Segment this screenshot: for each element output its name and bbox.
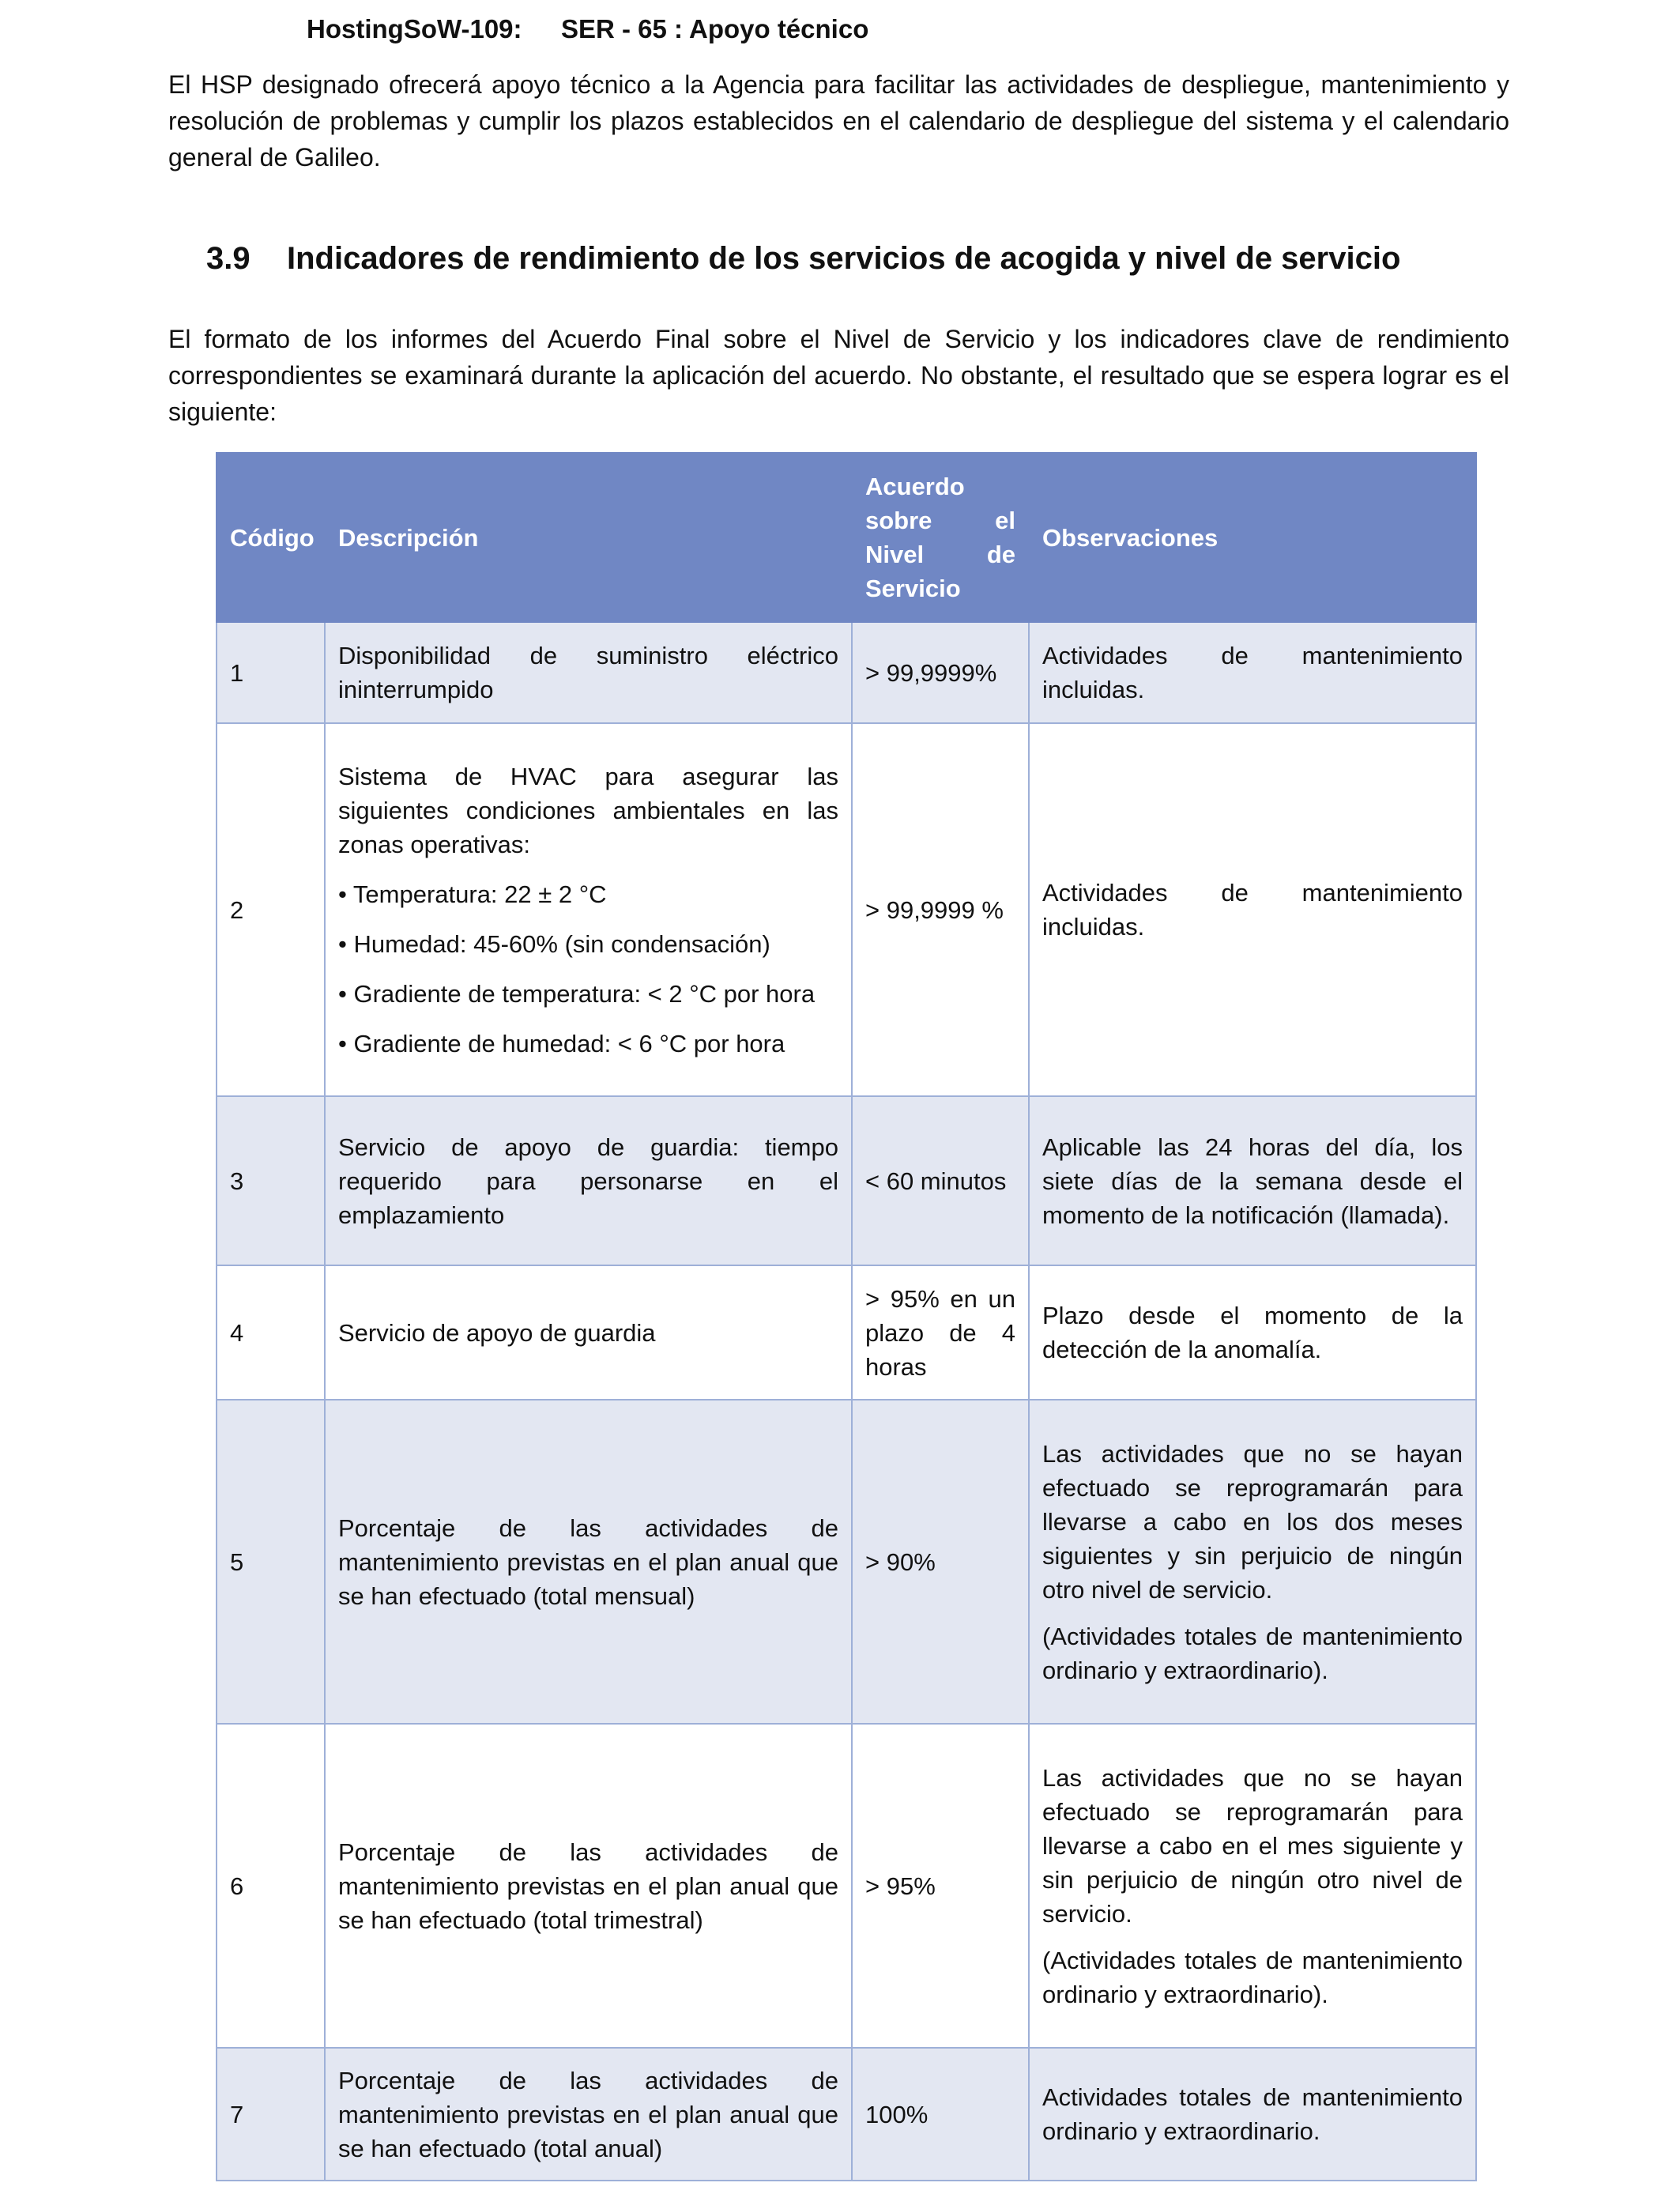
description-text: Servicio de apoyo de guardia: tiempo requerido para personarse en el emplazamiento bbox=[338, 1133, 838, 1229]
table-row bbox=[217, 723, 1476, 1096]
section-number: 3.9 bbox=[206, 241, 250, 276]
cell-sla: < 60 minutos bbox=[852, 1096, 1029, 1265]
cell-observations bbox=[1029, 2048, 1476, 2181]
observation-text: (Actividades totales de mantenimiento ordinario y extraordinario). bbox=[1042, 1622, 1463, 1684]
cell-sla: > 95% en un plazo de 4 horas bbox=[852, 1265, 1029, 1400]
cell-observations bbox=[1029, 1400, 1476, 1724]
header-sla: Acuerdo sobre el Nivel de Servicio bbox=[852, 453, 1029, 622]
sla-table bbox=[216, 452, 1477, 2181]
observation-text: Las actividades que no se hayan efectuado se reprogramarán para llevarse a cabo en el mes siguiente y sin perjuicio de ningún otro nivel de servicio. bbox=[1042, 1763, 1463, 1928]
cell-observations bbox=[1029, 723, 1476, 1096]
cell-sla: > 99,9999% bbox=[852, 622, 1029, 723]
table-row bbox=[217, 1724, 1476, 2048]
cell-description bbox=[325, 1265, 852, 1400]
bullet-item: • Temperatura: 22 ± 2 °C bbox=[338, 880, 607, 908]
requirement-code: HostingSoW-109: bbox=[307, 14, 522, 43]
description-text: Porcentaje de las actividades de mantenimiento previstas en el plan anual que se han efectuado (total anual) bbox=[338, 2066, 838, 2162]
bullet-item: • Humedad: 45-60% (sin condensación) bbox=[338, 929, 770, 958]
observation-text: Actividades totales de mantenimiento ordinario y extraordinario. bbox=[1042, 2083, 1463, 2145]
cell-sla: > 99,9999 % bbox=[852, 723, 1029, 1096]
description-text: Porcentaje de las actividades de mantenimiento previstas en el plan anual que se han efectuado (total mensual) bbox=[338, 1514, 838, 1610]
cell-description bbox=[325, 622, 852, 723]
cell-description bbox=[325, 723, 852, 1096]
observation-text: Actividades de mantenimiento incluidas. bbox=[1042, 642, 1463, 703]
section-heading bbox=[206, 241, 1400, 277]
table-row bbox=[217, 2048, 1476, 2181]
table-row bbox=[217, 1096, 1476, 1265]
cell-sla: > 95% bbox=[852, 1724, 1029, 2048]
cell-observations bbox=[1029, 1096, 1476, 1265]
cell-observations bbox=[1029, 1724, 1476, 2048]
description-text: Disponibilidad de suministro eléctrico ininterrumpido bbox=[338, 642, 838, 703]
cell-description bbox=[325, 1096, 852, 1265]
intro-paragraph: El HSP designado ofrecerá apoyo técnico a la Agencia para facilitar las actividades de despliegue, mantenimiento y resolución de problemas y cumplir los plazos establecidos en el calendario de despliegue del sistema y el calendario general de Galileo. bbox=[168, 70, 1509, 172]
observation-text: Actividades de mantenimiento incluidas. bbox=[1042, 879, 1463, 941]
cell-code: 4 bbox=[217, 1265, 325, 1400]
table-row bbox=[217, 622, 1476, 723]
cell-code: 5 bbox=[217, 1400, 325, 1724]
cell-sla: 100% bbox=[852, 2048, 1029, 2181]
table-header-row bbox=[217, 453, 1476, 622]
description-text: Porcentaje de las actividades de mantenimiento previstas en el plan anual que se han efectuado (total trimestral) bbox=[338, 1838, 838, 1934]
header-code: Código bbox=[217, 453, 325, 622]
cell-sla: > 90% bbox=[852, 1400, 1029, 1724]
bullet-item: • Gradiente de humedad: < 6 °C por hora bbox=[338, 1029, 785, 1057]
cell-code: 6 bbox=[217, 1724, 325, 2048]
cell-observations bbox=[1029, 1265, 1476, 1400]
cell-description bbox=[325, 1400, 852, 1724]
description-text: Servicio de apoyo de guardia bbox=[338, 1318, 656, 1347]
observation-text: Aplicable las 24 horas del día, los siete días de la semana desde el momento de la notificación (llamada). bbox=[1042, 1133, 1463, 1229]
cell-description bbox=[325, 2048, 852, 2181]
bullet-item: • Gradiente de temperatura: < 2 °C por hora bbox=[338, 979, 816, 1008]
table-row bbox=[217, 1400, 1476, 1724]
table-body bbox=[217, 622, 1476, 2181]
section-paragraph: El formato de los informes del Acuerdo Final sobre el Nivel de Servicio y los indicadores clave de rendimiento correspondientes se examinará durante la aplicación del acuerdo. No obstante, el resultado que se espera lograr es el siguiente: bbox=[168, 325, 1509, 426]
requirement-line bbox=[307, 14, 868, 44]
cell-code: 3 bbox=[217, 1096, 325, 1265]
table-row bbox=[217, 1265, 1476, 1400]
cell-code: 1 bbox=[217, 622, 325, 723]
observation-text: Las actividades que no se hayan efectuado se reprogramarán para llevarse a cabo en los dos meses siguientes y sin perjuicio de ningún otro nivel de servicio. bbox=[1042, 1439, 1463, 1604]
section-title: Indicadores de rendimiento de los servicios de acogida y nivel de servicio bbox=[287, 241, 1401, 276]
cell-code: 7 bbox=[217, 2048, 325, 2181]
requirement-title: SER - 65 : Apoyo técnico bbox=[561, 14, 869, 43]
observation-text: Plazo desde el momento de la detección de la anomalía. bbox=[1042, 1302, 1463, 1363]
cell-code: 2 bbox=[217, 723, 325, 1096]
cell-observations bbox=[1029, 622, 1476, 723]
description-text: Sistema de HVAC para asegurar las siguientes condiciones ambientales en las zonas operativas: bbox=[338, 762, 838, 858]
cell-description bbox=[325, 1724, 852, 2048]
header-description: Descripción bbox=[325, 453, 852, 622]
observation-text: (Actividades totales de mantenimiento ordinario y extraordinario). bbox=[1042, 1946, 1463, 2008]
header-observations: Observaciones bbox=[1029, 453, 1476, 622]
